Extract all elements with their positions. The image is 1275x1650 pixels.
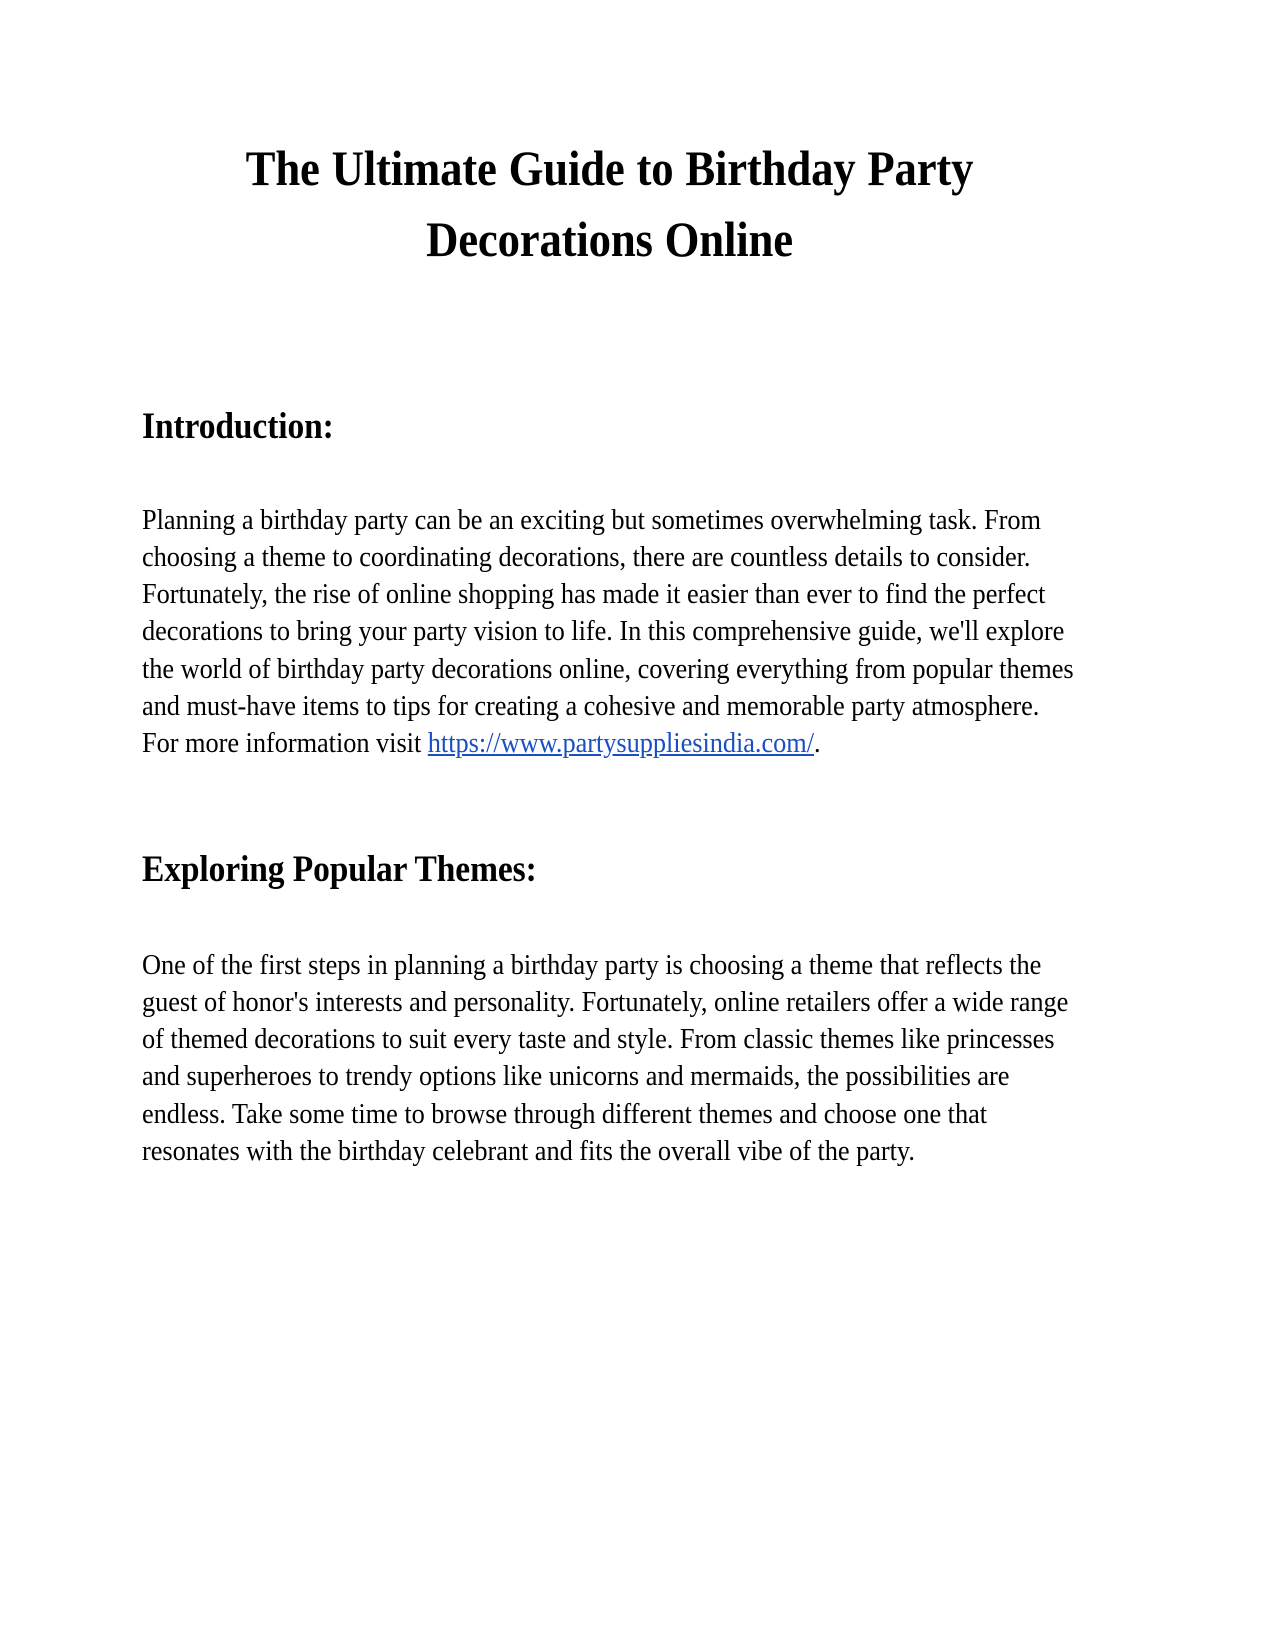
paragraph-introduction [142,448,1076,762]
paragraph-introduction-tail: . [813,727,821,759]
paragraph-introduction-text: Planning a birthday party can be an exciting but sometimes overwhelming task. From choosing a theme to coordinating decorations, there are countless details to consider. Fortunately, the rise of online shopping has made it easier than ever to find the perfect decorations to bring your party vision to life. In this comprehensive guide, we'll explore the world of birthday party decorations online, covering everything from popular themes and must-have items to tips for creating a cohesive and memorable party atmosphere. For more information visit [142,504,1074,759]
section-heading-introduction: Introduction: [142,406,334,447]
page-title [191,0,1028,275]
document-content [142,0,1077,1170]
page-title-line-1: The Ultimate Guide to Birthday Party [245,140,974,196]
paragraph-exploring-popular-themes: One of the first steps in planning a birthday party is choosing a theme that reflects the guest of honor's interests and personality. Fortunately, online retailers offer a wide range of themed decorations to suit every taste and style. From classic themes like princesses and superheroes to trendy options like unicorns and mermaids, the possibilities are endless. Take some time to browse through different themes and choose one that resonates with the birthday celebrant and fits the overall vibe of the party. [142,949,1069,1167]
partysuppliesindia-link[interactable]: https://www.partysuppliesindia.com/ [427,727,814,759]
page-title-line-2: Decorations Online [426,211,793,267]
section-heading-exploring-popular-themes: Exploring Popular Themes: [142,849,537,891]
